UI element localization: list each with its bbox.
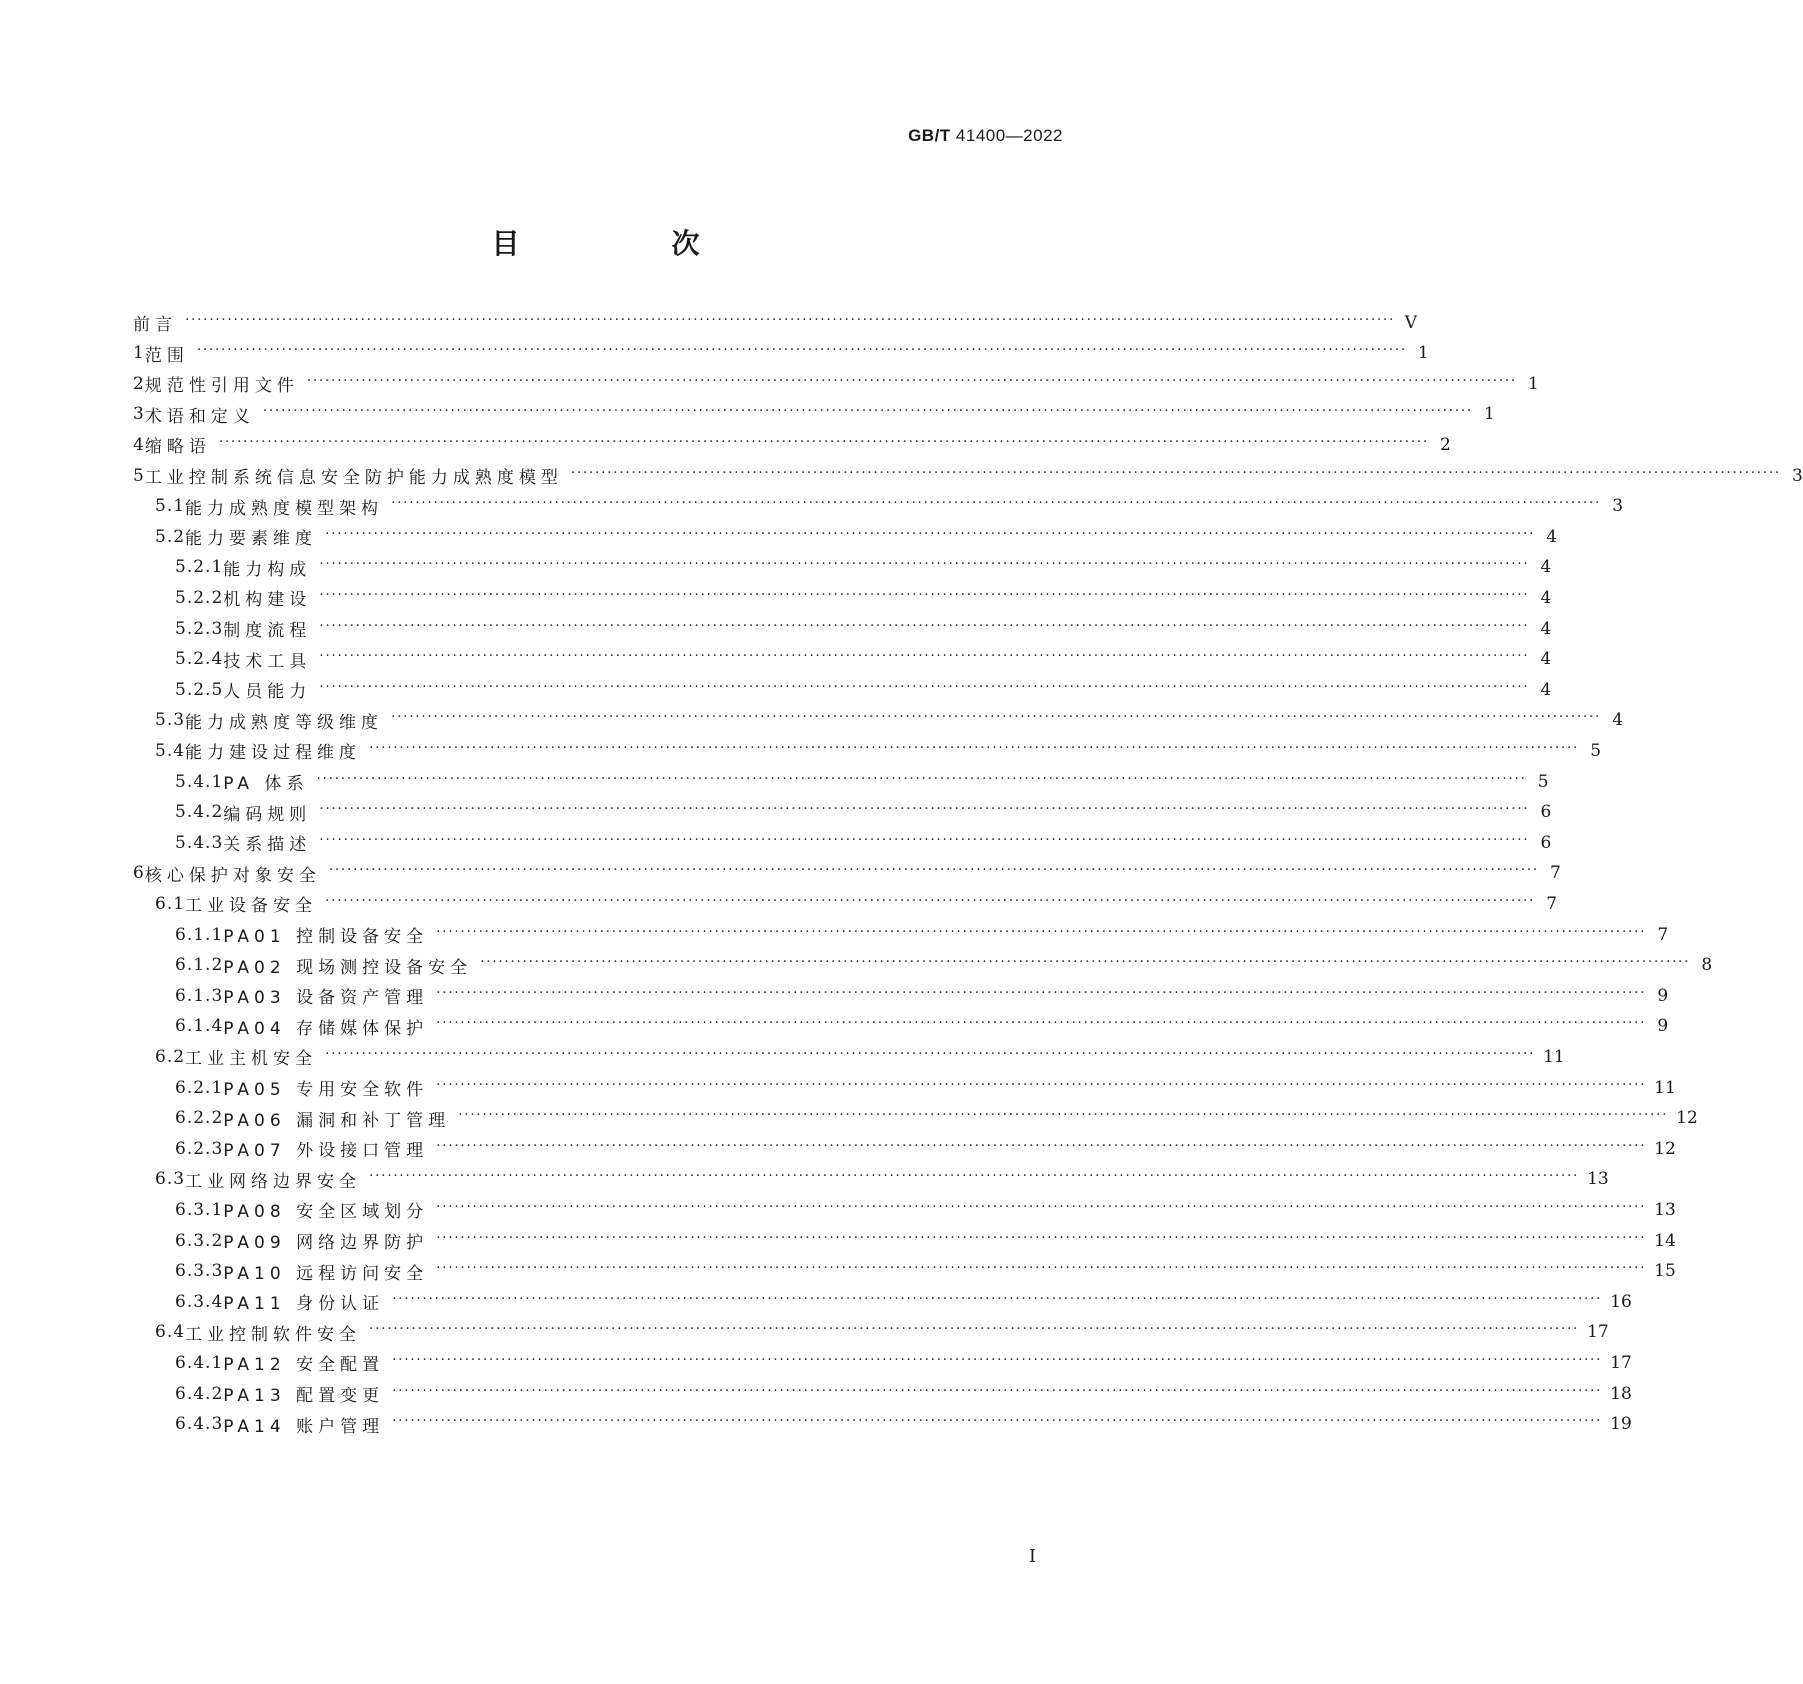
dot-leader: ········································································································································································································	[319, 617, 1530, 634]
toc-entry[interactable]	[133, 644, 1552, 675]
toc-entry-title: PA 体系	[223, 774, 309, 794]
toc-entry[interactable]	[133, 858, 1561, 889]
dot-leader: ········································································································································································································	[458, 1107, 1669, 1124]
toc-entry[interactable]	[133, 1072, 1676, 1103]
dot-leader: ········································································································································································································	[319, 831, 1530, 848]
toc-entry-page: 4	[1540, 557, 1552, 578]
toc-entry-page: 4	[1540, 649, 1552, 670]
toc-entry-title: PA07 外设接口管理	[223, 1141, 429, 1162]
toc-entry-page: 11	[1543, 1046, 1565, 1067]
dot-leader: ········································································································································································································	[369, 1321, 1580, 1338]
toc-entry-title: PA04 存储媒体保护	[223, 1018, 429, 1039]
toc-entry-page: 15	[1654, 1261, 1676, 1282]
toc-entry[interactable]	[133, 552, 1552, 583]
toc-entry[interactable]	[133, 307, 1418, 338]
dot-leader: ········································································································································································································	[436, 1015, 1647, 1032]
toc-entry-title: PA06 漏洞和补丁管理	[223, 1110, 451, 1131]
toc-entry-title: 能力要素维度	[185, 529, 318, 550]
dot-leader: ········································································································································································································	[262, 403, 1473, 420]
toc-entry-number: 5.2.5	[175, 679, 224, 700]
toc-entry-page: 1	[1484, 404, 1495, 425]
toc-entry[interactable]	[133, 766, 1549, 797]
toc-entry[interactable]	[133, 980, 1669, 1011]
toc-entry-number: 6.4	[155, 1322, 186, 1343]
toc-entry-number: 4	[133, 434, 145, 455]
toc-entry-page: 19	[1610, 1414, 1632, 1435]
toc-entry[interactable]	[133, 368, 1539, 399]
toc-entry-title: 工业控制软件安全	[185, 1324, 362, 1345]
toc-entry-number: 5.2.4	[175, 649, 224, 670]
toc-entry-page: 16	[1610, 1291, 1632, 1312]
toc-entry-page: 4	[1540, 587, 1552, 608]
toc-entry-page: 4	[1546, 526, 1558, 547]
toc-entry-title: 前言	[133, 315, 177, 335]
toc-entry-title: PA03 设备资产管理	[223, 988, 429, 1009]
toc-entry-title: 能力成熟度等级维度	[185, 712, 384, 733]
toc-entry[interactable]	[133, 613, 1552, 644]
toc-entry-number: 6.1	[155, 893, 186, 914]
toc-entry-number: 6.2	[155, 1046, 186, 1067]
toc-entry-title: PA08 安全区域划分	[223, 1202, 429, 1223]
dot-leader: ········································································································································································································	[436, 1198, 1647, 1215]
dot-leader: ········································································································································································································	[392, 1351, 1603, 1368]
toc-entry-title: 工业网络边界安全	[185, 1171, 362, 1192]
toc-entry-number: 6.2.3	[175, 1138, 224, 1159]
toc-entry-title: 技术工具	[223, 651, 312, 672]
toc-entry-page: 18	[1610, 1383, 1632, 1404]
toc-entry-title: 能力建设过程维度	[185, 743, 362, 764]
toc-entry-number: 6.2.2	[175, 1108, 224, 1129]
toc-entry[interactable]	[133, 1194, 1676, 1225]
toc-entry-page: 3	[1612, 496, 1624, 517]
standard-code: 41400—2022	[955, 126, 1063, 145]
toc-entry-page: 1	[1528, 373, 1539, 394]
toc-entry-page: 5	[1537, 771, 1549, 792]
toc-entry-title: 制度流程	[223, 621, 312, 641]
toc-entry-page: 13	[1654, 1199, 1676, 1220]
toc-entry-number: 5.2.3	[175, 618, 224, 639]
toc-entry-page: 8	[1701, 955, 1713, 976]
toc-entry-page: 17	[1587, 1322, 1609, 1343]
toc-entry[interactable]	[133, 797, 1552, 828]
dot-leader: ········································································································································································································	[319, 801, 1530, 818]
toc-entry[interactable]	[133, 888, 1558, 919]
toc-entry[interactable]	[133, 1133, 1676, 1164]
toc-entry-title: PA14 账户管理	[223, 1416, 385, 1437]
toc-entry-title: 工业设备安全	[185, 896, 318, 917]
dot-leader: ········································································································································································································	[218, 433, 1429, 450]
toc-entry[interactable]	[133, 1164, 1609, 1195]
toc-entry-title: 核心保护对象安全	[144, 865, 321, 886]
toc-entry[interactable]	[133, 1041, 1565, 1072]
toc-entry-title: PA05 专用安全软件	[223, 1080, 429, 1100]
toc-entry[interactable]	[133, 399, 1495, 430]
toc-entry-title: 术语和定义	[144, 406, 255, 427]
toc-entry-page: 14	[1654, 1230, 1676, 1251]
dot-leader: ········································································································································································································	[392, 1382, 1603, 1399]
toc-entry-number: 5	[133, 465, 145, 486]
toc-entry[interactable]	[133, 1378, 1632, 1409]
dot-leader: ········································································································································································································	[369, 1168, 1580, 1185]
toc-entry-number: 5.2.1	[175, 557, 224, 578]
toc-entry-number: 5.4	[155, 740, 186, 761]
standard-prefix: GB/T	[908, 126, 951, 145]
dot-leader: ········································································································································································································	[319, 648, 1530, 665]
toc-entry-title: 机构建设	[223, 590, 312, 611]
dot-leader: ········································································································································································································	[328, 862, 1539, 879]
toc-entry[interactable]	[133, 1103, 1698, 1134]
toc-entry-page: 12	[1654, 1138, 1676, 1159]
toc-entry[interactable]	[133, 1347, 1632, 1378]
toc-entry-number: 6.1.2	[175, 955, 224, 976]
toc-entry[interactable]	[133, 582, 1552, 613]
dot-leader: ········································································································································································································	[391, 709, 1602, 726]
toc-entry-title: PA13 配置变更	[223, 1386, 385, 1406]
toc-entry-title: PA11 身份认证	[223, 1294, 385, 1315]
toc-entry-number: 5.4.3	[175, 832, 224, 853]
toc-entry-number: 6.4.2	[175, 1383, 224, 1404]
toc-entry-number: 6.3.1	[175, 1199, 224, 1220]
toc-entry-number: 6	[133, 863, 145, 884]
toc-entry-number: 6.3.3	[175, 1261, 224, 1282]
toc-entry-page: 7	[1550, 863, 1561, 884]
toc-entry-page: 4	[1612, 710, 1624, 731]
dot-leader: ········································································································································································································	[196, 342, 1407, 359]
dot-leader: ········································································································································································································	[436, 923, 1647, 940]
toc-entry-page: 6	[1540, 802, 1552, 823]
toc-entry-page: 17	[1610, 1352, 1632, 1373]
dot-leader: ········································································································································································································	[325, 525, 1536, 542]
dot-leader: ········································································································································································································	[436, 1137, 1647, 1154]
toc-entry[interactable]	[133, 1317, 1609, 1348]
toc-entry-page: 1	[1418, 343, 1429, 364]
dot-leader: ········································································································································································································	[319, 586, 1530, 603]
toc-entry-title: 规范性引用文件	[144, 376, 299, 397]
toc-entry-title: 人员能力	[223, 682, 312, 703]
toc-entry-title: 工业主机安全	[185, 1049, 318, 1070]
dot-leader: ········································································································································································································	[391, 495, 1602, 512]
toc-entry-number: 6.3	[155, 1169, 186, 1190]
toc-entry-page: 12	[1676, 1108, 1698, 1129]
toc-entry[interactable]	[133, 705, 1624, 736]
toc-entry-number: 5.2.2	[175, 587, 224, 608]
toc-entry-title: PA01 控制设备安全	[223, 927, 429, 947]
dot-leader: ········································································································································································································	[319, 556, 1530, 573]
toc-entry-page: 3	[1792, 465, 1803, 486]
toc-entry-title: PA09 网络边界防护	[223, 1233, 429, 1253]
dot-leader: ········································································································································································································	[316, 770, 1527, 787]
toc-entry[interactable]	[133, 460, 1803, 491]
toc-entry[interactable]	[133, 950, 1713, 981]
toc-entry-page: 5	[1590, 740, 1602, 761]
toc-entry-number: 6.1.4	[175, 1016, 224, 1037]
toc-entry-page: 9	[1657, 1016, 1669, 1037]
toc-entry-page: 11	[1654, 1077, 1676, 1098]
toc-entry[interactable]	[133, 491, 1624, 522]
toc-entry[interactable]	[133, 1011, 1669, 1042]
toc-entry[interactable]	[133, 1286, 1632, 1317]
toc-entry-title: PA02 现场测控设备安全	[223, 957, 473, 978]
toc-entry-number: 6.3.4	[175, 1291, 224, 1312]
toc-entry-title: 编码规则	[223, 804, 312, 825]
toc-entry-page: 6	[1540, 832, 1552, 853]
toc-entry-title: 能力成熟度模型架构	[185, 498, 384, 519]
toc-entry[interactable]	[133, 735, 1602, 766]
toc-entry-page: 9	[1657, 985, 1669, 1006]
toc-entry-number: 5.4.2	[175, 802, 224, 823]
toc-entry[interactable]	[133, 338, 1429, 369]
toc-entry-page: Ⅴ	[1404, 312, 1418, 333]
toc-entry-page: 4	[1540, 618, 1552, 639]
toc-entry-page: 7	[1546, 893, 1558, 914]
toc-entry[interactable]	[133, 1256, 1676, 1287]
dot-leader: ········································································································································································································	[436, 1076, 1647, 1093]
toc-entry-number: 5.2	[155, 526, 186, 547]
toc-entry-page: 2	[1440, 434, 1451, 455]
toc-entry-number: 2	[133, 373, 145, 394]
toc-entry-title: PA10 远程访问安全	[223, 1263, 429, 1284]
standard-number	[908, 126, 1063, 146]
toc-entry-number: 3	[133, 404, 145, 425]
toc-entry[interactable]	[133, 429, 1451, 460]
toc-entry-number: 6.4.3	[175, 1414, 224, 1435]
toc-entry-title: 能力构成	[223, 559, 312, 580]
toc-entry[interactable]	[133, 1409, 1632, 1440]
toc-entry-number: 6.3.2	[175, 1230, 224, 1251]
toc-entry-number: 1	[133, 343, 145, 364]
toc-entry[interactable]	[133, 919, 1669, 950]
toc-entry-number: 5.4.1	[175, 771, 224, 792]
toc-entry-title: PA12 安全配置	[223, 1355, 385, 1376]
toc-entry-title: 缩略语	[144, 437, 211, 458]
toc-entry-number: 5.3	[155, 710, 186, 731]
toc-entry-page: 13	[1587, 1169, 1609, 1190]
dot-leader: ········································································································································································································	[570, 464, 1781, 481]
toc-entry[interactable]	[133, 521, 1558, 552]
toc-entry[interactable]	[133, 827, 1552, 858]
dot-leader: ········································································································································································································	[436, 984, 1647, 1001]
dot-leader: ········································································································································································································	[325, 892, 1536, 909]
toc-entry-title: 工业控制系统信息安全防护能力成熟度模型	[144, 468, 563, 488]
toc-entry-number: 6.1.3	[175, 985, 224, 1006]
dot-leader: ········································································································································································································	[185, 311, 1396, 328]
dot-leader: ········································································································································································································	[392, 1290, 1603, 1307]
toc-entry-title: 关系描述	[223, 835, 312, 856]
toc-entry-number: 6.2.1	[175, 1077, 224, 1098]
toc-entry-number: 5.1	[155, 496, 186, 517]
page-number: Ⅰ	[1028, 1546, 1036, 1567]
dot-leader: ········································································································································································································	[369, 739, 1580, 756]
toc-entry-number: 6.1.1	[175, 924, 224, 945]
toc-entry[interactable]	[133, 674, 1552, 705]
toc-entry-number: 6.4.1	[175, 1352, 224, 1373]
toc-entry-page: 7	[1657, 924, 1669, 945]
toc-entry[interactable]	[133, 1225, 1676, 1256]
dot-leader: ········································································································································································································	[392, 1413, 1603, 1430]
dot-leader: ········································································································································································································	[436, 1260, 1647, 1277]
dot-leader: ········································································································································································································	[436, 1229, 1647, 1246]
toc-entry-page: 4	[1540, 679, 1552, 700]
dot-leader: ········································································································································································································	[480, 954, 1691, 971]
toc-entry-title: 范围	[144, 345, 189, 366]
dot-leader: ········································································································································································································	[319, 678, 1530, 695]
dot-leader: ········································································································································································································	[325, 1045, 1536, 1062]
dot-leader: ········································································································································································································	[306, 372, 1517, 389]
page-title: 目 次	[491, 227, 762, 260]
